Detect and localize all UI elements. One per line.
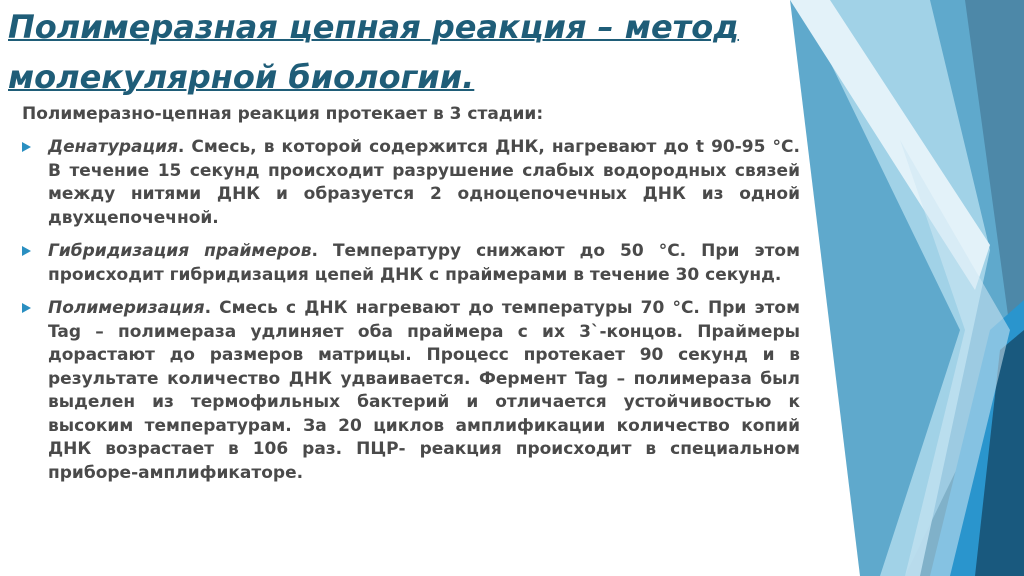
stage-term: Полимеризация (48, 298, 205, 318)
intro-text: Полимеразно-цепная реакция протекает в 3 стадии: (22, 104, 544, 124)
stages-list (22, 136, 800, 495)
bullet-arrow-icon (22, 142, 31, 152)
bullet-arrow-icon (22, 303, 31, 313)
bullet-arrow-icon (22, 246, 31, 256)
list-item-denaturation (22, 136, 800, 230)
stage-description: . Смесь с ДНК нагревают до температуры 70 °C. При этом Tag – полимераза удлиняет оба праймера с их 3`-концов. Праймеры дорастают до размеров матрицы. Процесс протекает 90 секунд и в результате количество ДНК удваивается. Фермент Tag – полимераза был выделен из термофильных бактерий и отличается устойчивостью к высоким температурам. За 20 циклов амплификации количество копий ДНК возрастает в 106 раз. ПЦР- реакция происходит в специальном приборе-амплификаторе. (48, 298, 800, 483)
stage-term: Гибридизация праймеров (48, 241, 312, 261)
list-item-hybridization (22, 240, 800, 287)
slide-title: Полимеразная цепная реакция – метод молекулярной биологии. (8, 8, 740, 96)
list-item-polymerization (22, 297, 800, 485)
stage-description: . Смесь, в которой содержится ДНК, нагревают до t 90-95 °C. В течение 15 секунд происходит разрушение слабых водородных связей между нитями ДНК и образуется 2 одноцепочечных ДНК из одной двухцепочечной. (48, 137, 800, 228)
stage-description: . Температуру снижают до 50 °C. При этом происходит гибридизация цепей ДНК с праймерами в течение 30 секунд. (48, 241, 800, 285)
stage-term: Денатурация (48, 137, 178, 157)
